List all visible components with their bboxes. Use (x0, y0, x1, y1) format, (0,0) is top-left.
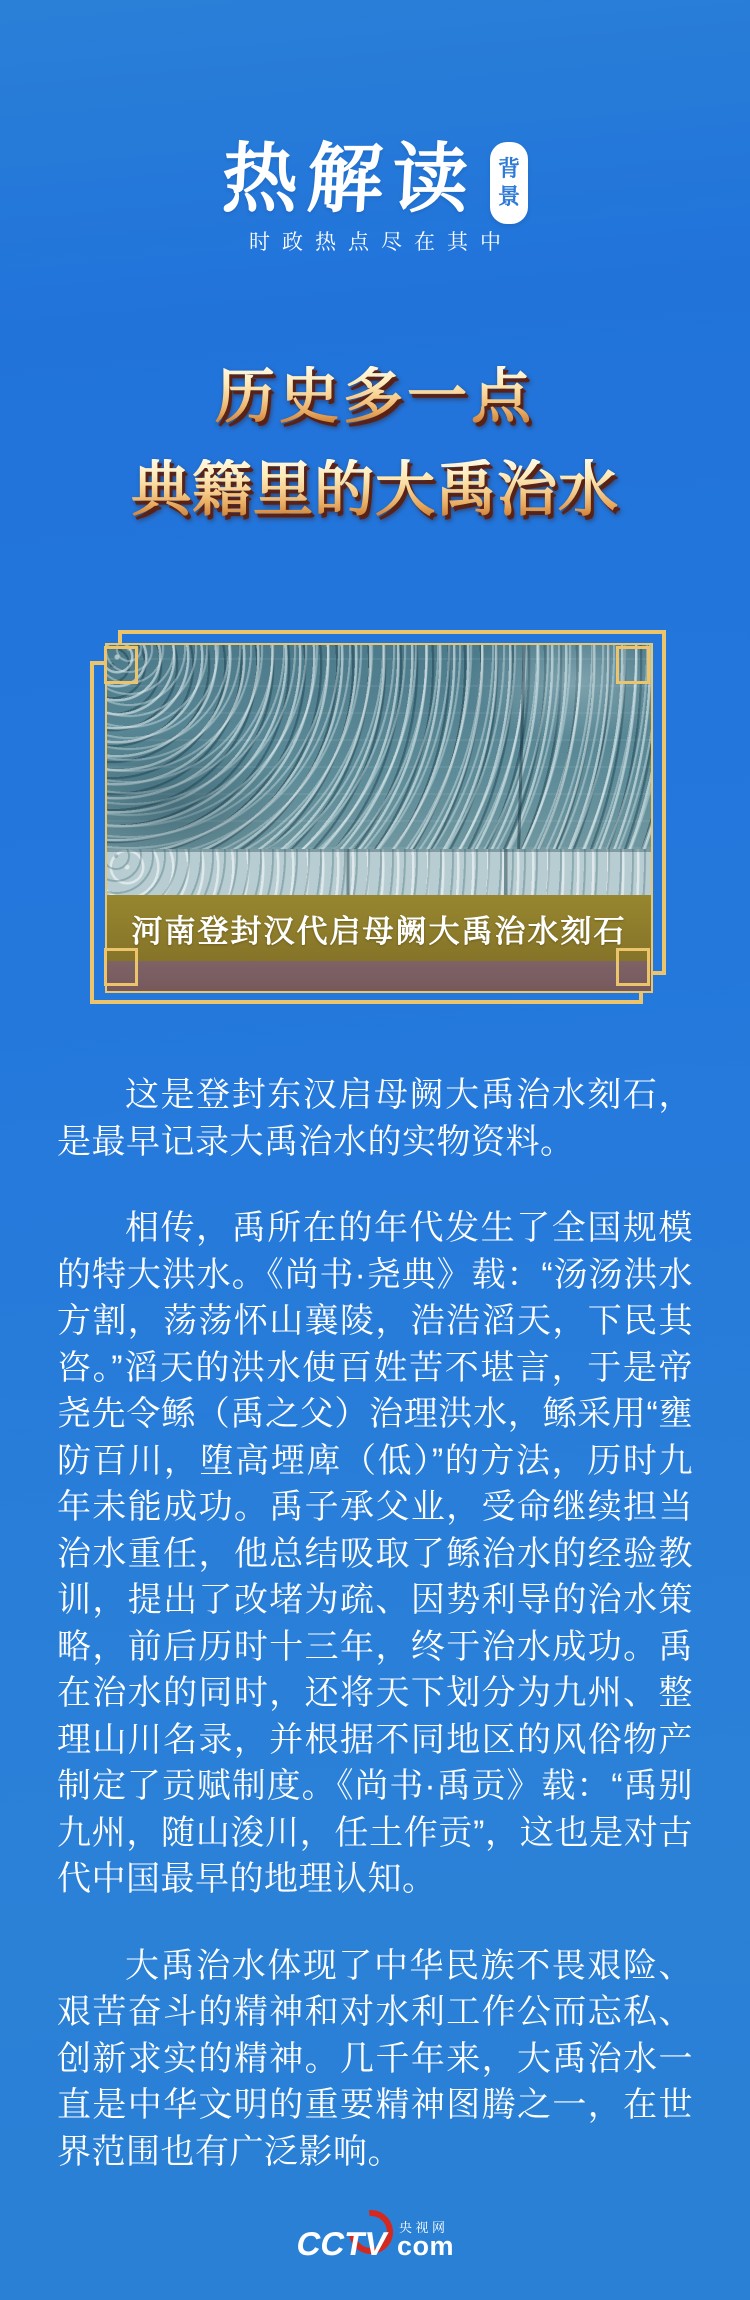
paragraph-3: 大禹治水体现了中华民族不畏艰险、艰苦奋斗的精神和对水利工作公而忘私、创新求实的精神。几千年来，大禹治水一直是中华文明的重要精神图腾之一，在世界范围也有广泛影响。 (57, 1946, 693, 2171)
frame-corner-top-right (616, 646, 650, 684)
photo-bottom-band (107, 961, 651, 991)
stone-block-band (107, 849, 651, 895)
stone-crack (518, 645, 527, 849)
frame-corner-bottom-right (616, 948, 650, 986)
photo-caption: 河南登封汉代启母阙大禹治水刻石 (131, 913, 627, 949)
brand-badge (490, 142, 528, 224)
paragraph-2: 相传，禹所在的年代发生了全国规模的特大洪水。《尚书·尧典》载：“汤汤洪水方割，荡荡怀山襄陵，浩浩滔天，下民其咨。”滔天的洪水使百姓苦不堪言，于是帝尧先令鲧（禹之父）治理洪水，鲧采用“壅防百川，堕高堙庳（低）”的方法，历时九年未能成功。禹子承父业，受命继续担当治水重任，他总结吸取了鲧治水的经验教训，提出了改堵为疏、因势利导的治水策略，前后历时十三年，终于治水成功。禹在治水的同时，还将天下划分为九州、整理山川名录，并根据不同地区的风俗物产制定了贡赋制度。《尚书·禹贡》载：“禹别九州，随山浚川，任土作贡”，这也是对古代中国最早的地理认知。 (57, 1209, 693, 1898)
cctv-site-name-cn: 央视网 (399, 2220, 449, 2235)
cctv-wordmark: CCTV (293, 2225, 391, 2262)
cctv-site-suffix: com (397, 2231, 455, 2261)
page-title (0, 363, 750, 523)
brand-logo-text: 热解读 (219, 137, 480, 222)
paragraph-1: 这是登封东汉启母阙大禹治水刻石，是最早记录大禹治水的实物资料。 (57, 1076, 693, 1161)
stone-carving-photo (105, 643, 653, 993)
title-line-2: 典籍里的大禹治水 (0, 459, 750, 521)
badge-char-bottom: 景 (497, 184, 520, 209)
frame-corner-bottom-left (104, 948, 138, 986)
frame-corner-top-left (104, 646, 138, 684)
title-line-1: 历史多一点 (0, 366, 750, 428)
article-body (57, 1072, 693, 2215)
carved-stone-wall (107, 645, 651, 849)
brand-tagline: 时政热点尽在其中 (249, 231, 513, 254)
footer (0, 2210, 750, 2264)
photo-caption-bar (107, 895, 651, 961)
cctv-logo (293, 2210, 455, 2264)
badge-char-top: 背 (497, 156, 520, 181)
brand-header (0, 138, 750, 224)
